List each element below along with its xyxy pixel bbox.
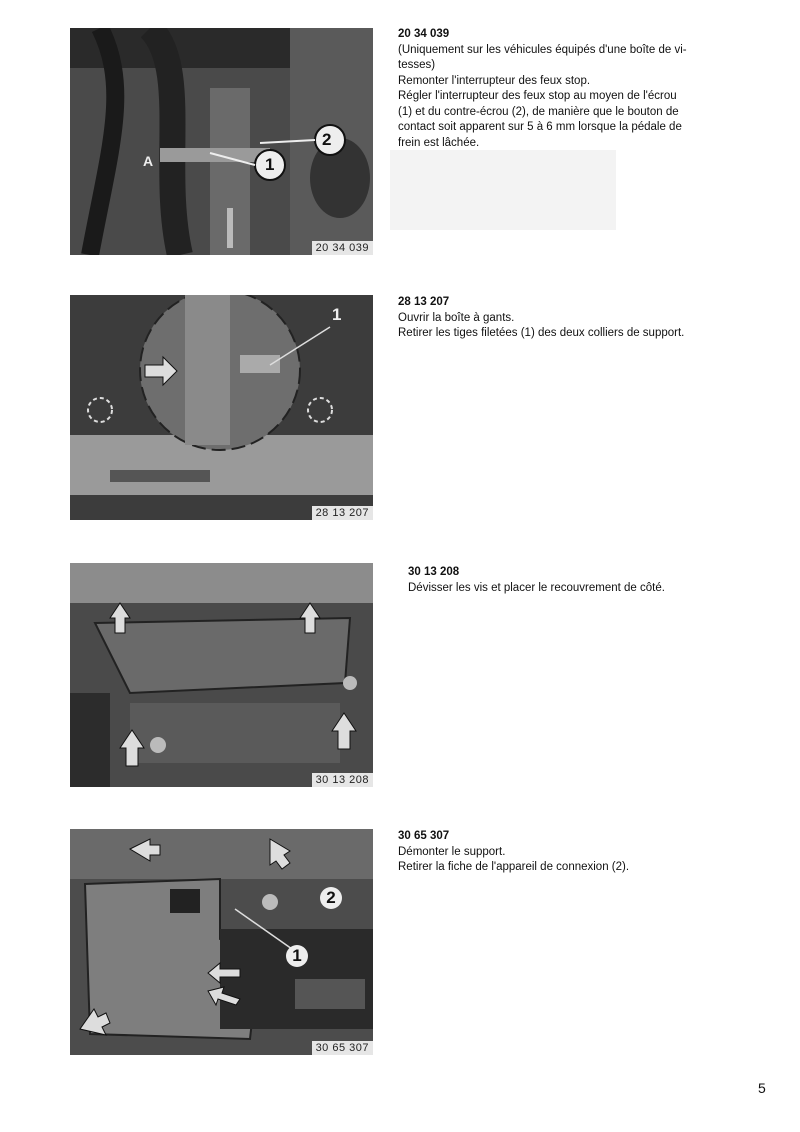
instruction-block-4 — [398, 829, 730, 876]
instruction-line: Dévisser les vis et placer le recouvrement de côté. — [408, 581, 665, 594]
instruction-line: (1) et du contre-écrou (2), de manière que le bouton de — [398, 105, 679, 118]
photo-support-bracket-illustration — [70, 829, 373, 1055]
instruction-block-2 — [398, 295, 730, 342]
photo-label: 30 65 307 — [312, 1041, 373, 1055]
callout-1: 1 — [286, 945, 308, 967]
instruction-line: Remonter l'interrupteur des feux stop. — [398, 74, 591, 87]
photo-glove-box-illustration — [70, 295, 373, 520]
photo-label: 30 13 208 — [312, 773, 373, 787]
instruction-block-3 — [408, 565, 740, 596]
callout-1: 1 — [332, 305, 342, 324]
callout-a: A — [143, 153, 154, 169]
photo-cover-screws-illustration — [70, 563, 373, 787]
instruction-line: frein est lâchée. — [398, 136, 480, 149]
instruction-line: Ouvrir la boîte à gants. — [398, 311, 515, 324]
page-number: 5 — [758, 1080, 766, 1096]
reference-number: 20 34 039 — [398, 28, 450, 40]
instruction-line: Démonter le support. — [398, 845, 506, 858]
reference-number: 30 65 307 — [398, 830, 450, 842]
instruction-line: (Uniquement sur les véhicules équipés d'une boîte de vi- — [398, 43, 687, 56]
instruction-block-1 — [398, 27, 730, 151]
instruction-line: Retirer les tiges filetées (1) des deux colliers de support. — [398, 327, 685, 339]
instruction-line: Régler l'interrupteur des feux stop au moyen de l'écrou — [398, 90, 677, 102]
photo-label: 28 13 207 — [312, 506, 373, 520]
instruction-line: contact soit apparent sur 5 à 6 mm lorsque la pédale de — [398, 121, 682, 133]
photo-brake-light-switch — [70, 28, 373, 255]
blank-area — [390, 150, 616, 230]
reference-number: 30 13 208 — [408, 566, 460, 578]
callout-1: 1 — [265, 155, 275, 174]
photo-label: 20 34 039 — [312, 241, 373, 255]
callout-2: 2 — [320, 887, 342, 909]
photo-support-bracket — [70, 829, 373, 1055]
photo-glove-box — [70, 295, 373, 520]
instruction-line: Retirer la fiche de l'appareil de connexion (2). — [398, 861, 630, 873]
instruction-line: tesses) — [398, 59, 436, 71]
photo-cover-screws — [70, 563, 373, 787]
reference-number: 28 13 207 — [398, 296, 450, 308]
callout-2: 2 — [322, 130, 332, 149]
